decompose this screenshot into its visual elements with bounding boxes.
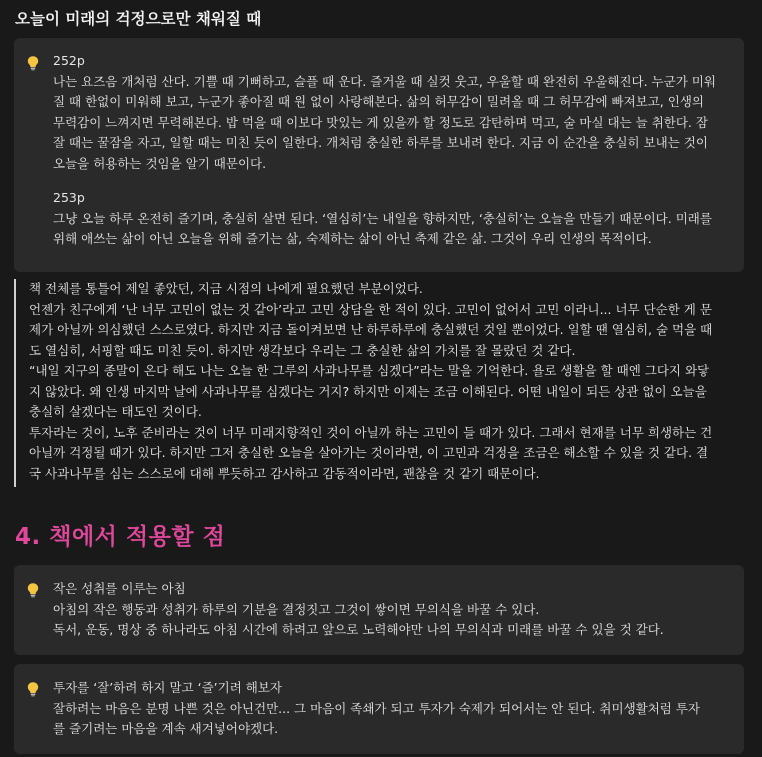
- quote-line: 언젠가 친구에게 ‘난 너무 고민이 없는 것 같아’라고 고민 상담을 한 적이 있다. 고민이 없어서 고민 이라니... 너무 단순한 게 문: [29, 301, 712, 317]
- quote-line: 지 않았다. 왜 인생 마지막 날에 사과나무를 심겠다는 거지? 하지만 이제는 조금 이해된다. 어떤 내일이 되든 상관 없이 오늘을: [29, 383, 707, 399]
- callout-body: [53, 51, 730, 250]
- excerpt-line: 나는 요즈음 개처럼 산다. 기쁠 때 기뻐하고, 슬플 때 운다. 즐거울 때 실컷 웃고, 우울할 때 완전히 우울해진다. 누군가 미워: [53, 73, 716, 89]
- excerpt-line: 위해 애쓰는 삶이 아닌 오늘을 위해 즐기는 삶, 숙제하는 삶이 아닌 축제 같은 삶. 그것이 우리 인생의 목적이다.: [53, 231, 652, 246]
- quote-line: 아닐까 걱정될 때가 있다. 하지만 그저 충실한 오늘을 살아가는 것이라면, 이 고민과 걱정을 조금은 해소할 수 있을 것 같다. 결: [29, 445, 709, 460]
- excerpt-line: 오늘을 허용하는 것임을 알기 때문이다.: [53, 155, 267, 171]
- callout-line: 잘하려는 마음은 분명 나쁜 것은 아닌건만... 그 마음이 족쇄가 되고 투자가 숙제가 되어서는 안 된다. 취미생활처럼 투자: [53, 700, 700, 716]
- quote-line: 국 사과나무를 심는 스스로에 대해 뿌듯하고 감사하고 감동적이라면, 괜찮을 것 같기 때문이다.: [29, 465, 540, 481]
- lightbulb-icon: [26, 55, 40, 71]
- page-number: 253p: [53, 190, 85, 205]
- callout-body: [53, 579, 730, 641]
- reflection-quote: [14, 279, 746, 487]
- excerpt-line: 무력감이 느껴지면 무력해본다. 밥 먹을 때 이보다 맛있는 게 있을까 할 정도로 감탄하며 먹고, 술 마실 대는 늘 취한다. 잠: [53, 114, 708, 130]
- lightbulb-icon: [26, 681, 40, 697]
- section-heading: 4. 책에서 적용할 점: [15, 524, 226, 550]
- excerpt-line: 잘 때는 꿀잠을 자고, 일할 때는 미친 듯이 일한다. 개처럼 충실한 하루를 보내려 한다. 지금 이 순간을 충실히 보내는 것이: [53, 135, 708, 150]
- callout-morning-habit: [14, 565, 744, 655]
- callout-line: 아침의 작은 행동과 성취가 하루의 기분을 결정짓고 그것이 쌓이면 무의식을 바꿀 수 있다.: [53, 601, 540, 617]
- lightbulb-icon: [26, 582, 40, 598]
- excerpt-line: 질 때 한없이 미워해 보고, 누군가 좋아질 때 원 없이 사랑해본다. 삶의 허무감이 밀려올 때 그 허무감에 빠져보고, 인생의: [53, 94, 704, 109]
- callout-investing: [14, 664, 744, 754]
- quote-line: 투자라는 것이, 노후 준비라는 것이 너무 미래지향적인 것이 아닐까 하는 고민이 들 때가 있다. 그래서 현재를 너무 희생하는 건: [29, 424, 713, 440]
- spacer: [53, 174, 730, 188]
- quote-line: 책 전체를 통틀어 제일 좋았던, 지금 시점의 나에게 필요했던 부분이었다.: [29, 281, 423, 296]
- quote-line: 제가 아닐까 의심했던 스스로였다. 하지만 지금 돌이켜보면 난 하루하루에 충실했던 것일 뿐이었다. 일할 땐 열심히, 술 먹을 때: [29, 322, 713, 337]
- callout-line: 독서, 운동, 명상 중 하나라도 아침 시간에 하려고 앞으로 노력해야만 나의 무의식과 미래를 바꿀 수 있을 것 같다.: [53, 622, 664, 637]
- callout-body: [53, 678, 730, 740]
- quote-line: 도 열심히, 서핑할 때도 미친 듯이. 하지만 생각보다 우리는 그 충실한 삶의 가치를 잘 몰랐던 것 같다.: [29, 342, 576, 358]
- callout-title: 작은 성취를 이루는 아침: [53, 581, 186, 596]
- excerpt-line: 그냥 오늘 하루 온전히 즐기며, 충실히 살면 된다. ‘열심히’는 내일을 향하지만, ‘충실히’는 오늘을 만들기 때문이다. 미래를: [53, 210, 712, 226]
- page-number: 252p: [53, 53, 85, 68]
- callout-quote-excerpt: [14, 38, 744, 272]
- callout-line: 를 즐기려는 마음을 계속 새겨넣어야겠다.: [53, 721, 279, 736]
- callout-title: 투자를 ‘잘’하려 하지 말고 ‘즐’기려 해보자: [53, 680, 282, 695]
- quote-line: “내일 지구의 종말이 온다 해도 나는 오늘 한 그루의 사과나무를 심겠다”라는 말을 기억한다. 욜로 생활을 할 때엔 그다지 와닿: [29, 363, 710, 378]
- page-title: 오늘이 미래의 걱정으로만 채워질 때: [15, 10, 262, 28]
- quote-line: 충실히 살겠다는 태도인 것이다.: [29, 404, 202, 419]
